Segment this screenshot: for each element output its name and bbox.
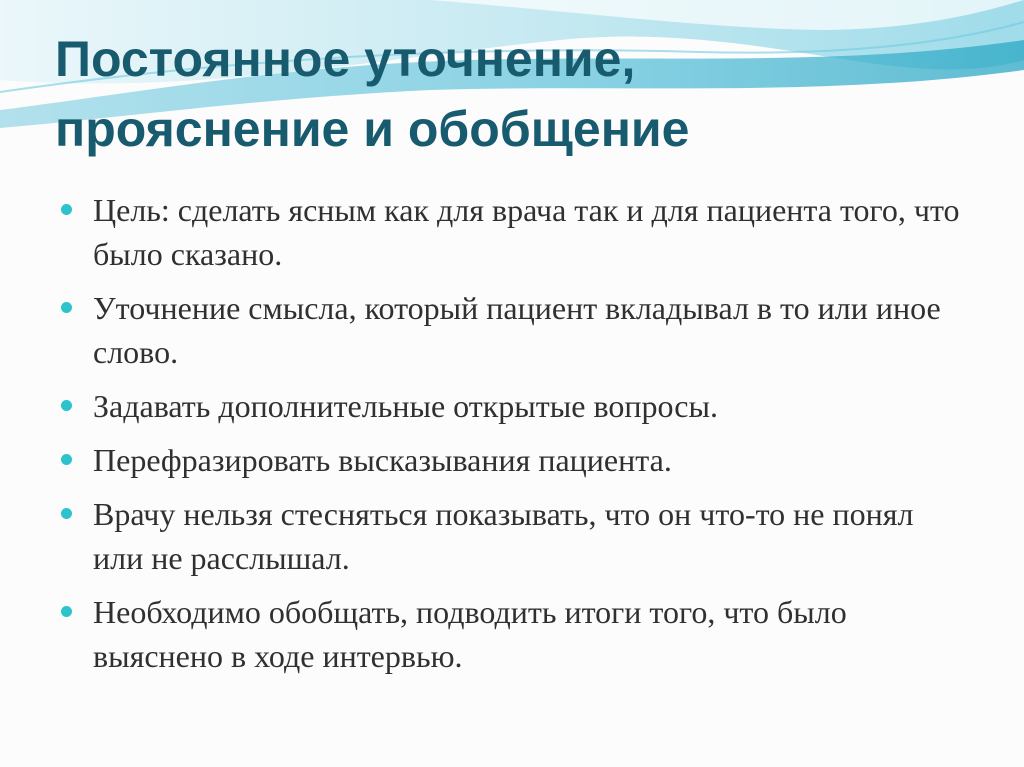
bullet-text: Необходимо обобщать, подводить итоги того, что было выяснено в ходе интервью. <box>93 594 847 674</box>
bullet-item <box>60 492 960 580</box>
bullet-text: Цель: сделать ясным как для врача так и для пациента того, что было сказано. <box>93 192 960 272</box>
bullet-text: Уточнение смысла, который пациент вкладывал в то или иное слово. <box>93 290 941 370</box>
bullet-dot-icon <box>61 400 72 411</box>
bullet-item <box>60 590 960 678</box>
bullet-dot-icon <box>61 508 72 519</box>
bullet-item <box>60 188 960 276</box>
slide-title-line-1: Постоянное уточнение, <box>55 31 636 87</box>
bullet-text: Врачу нельзя стесняться показывать, что он что-то не понял или не расслышал. <box>93 496 914 576</box>
bullet-list <box>60 188 960 688</box>
bullet-text: Перефразировать высказывания пациента. <box>93 442 672 478</box>
bullet-dot-icon <box>61 454 72 465</box>
bullet-dot-icon <box>61 204 72 215</box>
bullet-item <box>60 384 960 428</box>
bullet-item <box>60 286 960 374</box>
bullet-dot-icon <box>61 302 72 313</box>
slide-title <box>55 24 955 164</box>
bullet-item <box>60 438 960 482</box>
slide-title-line-2: прояснение и обобщение <box>55 101 690 157</box>
bullet-text: Задавать дополнительные открытые вопросы. <box>93 388 718 424</box>
bullet-dot-icon <box>61 606 72 617</box>
